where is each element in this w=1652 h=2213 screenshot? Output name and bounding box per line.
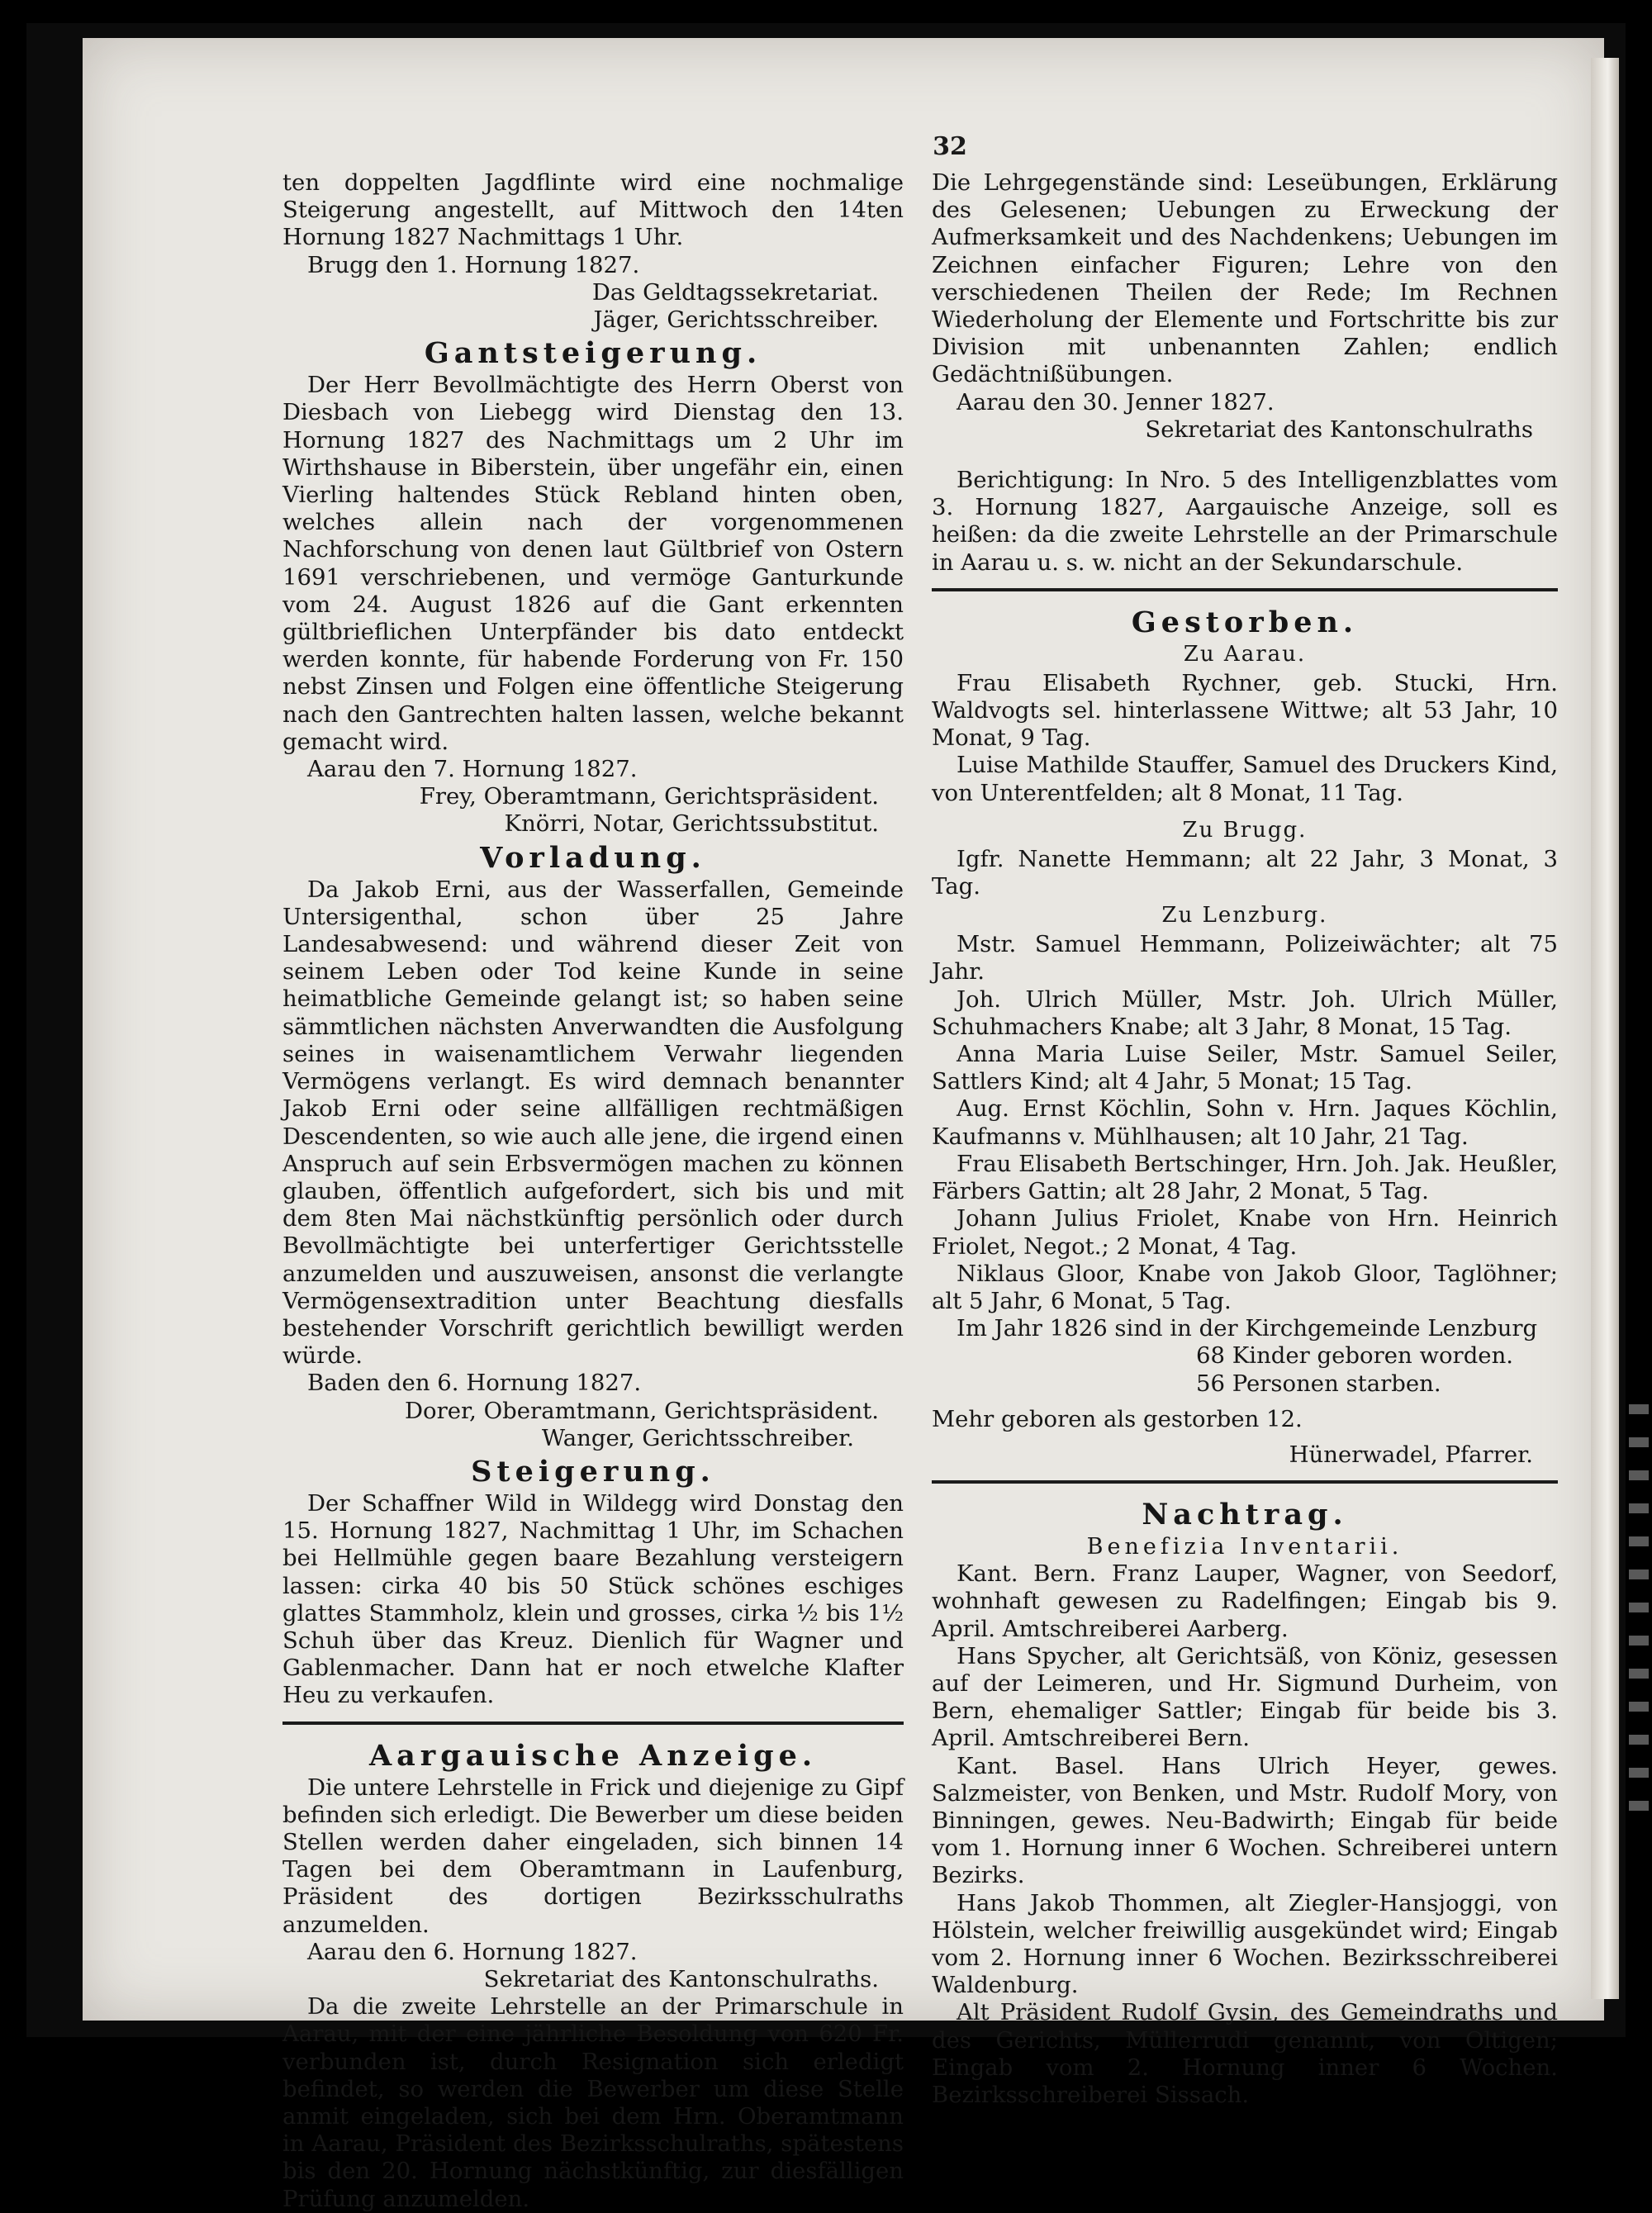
section-divider bbox=[282, 1721, 904, 1725]
signature: Sekretariat des Kantonschulraths. bbox=[483, 1965, 879, 1992]
inventory-entry: Kant. Bern. Franz Lauper, Wagner, von Seedorf, wohnhaft gewesen zu Radelfingen; Eingab bis 9. April. Amtschreiberei Aarberg. bbox=[932, 1560, 1558, 1642]
signature: Frey, Oberamtmann, Gerichtspräsident. bbox=[419, 783, 879, 810]
statistics-births: 68 Kinder geboren worden. bbox=[1196, 1342, 1514, 1370]
death-entry: Aug. Ernst Köchlin, Sohn v. Hrn. Jaques Köchlin, Kaufmanns v. Mühlhausen; alt 10 Jahr, 21 Tag. bbox=[932, 1095, 1558, 1150]
dateline: Baden den 6. Hornung 1827. bbox=[307, 1370, 642, 1397]
section-heading-nachtrag: Nachtrag. bbox=[1142, 1498, 1348, 1532]
section-heading-aargauische-anzeige: Aargauische Anzeige. bbox=[368, 1738, 818, 1773]
primarschule-body: Da die zweite Lehrstelle an der Primarschule in Aarau, mit der eine jährliche Besoldung von 620 Fr. verbunden ist, durch Resignation sich erledigt befindet, so werden die Bewerber um diese Stelle anmit eingeladen, sich bei dem Hrn. Oberamtmann in Aarau, Präsident des Bezirksschulraths, spätestens bis den 20. Hornung nächstkünftig, zur diesfälligen Prüfung anzumelden. bbox=[282, 1993, 904, 2212]
next-page-edge bbox=[1629, 1404, 1649, 1817]
death-entry: Niklaus Gloor, Knabe von Jakob Gloor, Taglöhner; alt 5 Jahr, 6 Monat, 5 Tag. bbox=[932, 1260, 1558, 1314]
section-heading-steigerung: Steigerung. bbox=[471, 1454, 715, 1489]
signature: Das Geldtagssekretariat. bbox=[591, 278, 879, 306]
statistics-deaths: 56 Personen starben. bbox=[1196, 1370, 1441, 1397]
page-fold-edge bbox=[1591, 58, 1619, 1999]
signature: Hünerwadel, Pfarrer. bbox=[1289, 1441, 1533, 1468]
death-entry: Mstr. Samuel Hemmann, Polizeiwächter; alt 75 Jahr. bbox=[932, 931, 1558, 985]
lehrgegenstaende-body: Die Lehrgegenstände sind: Leseübungen, Erklärung des Gelesenen; Uebungen zu Erweckung der Aufmerksamkeit und des Nachdenkens; Uebungen im Zeichnen einfacher Figuren; Lehre von den verschiedenen Theilen der Rede; Im Rechnen Wiederholung der Elemente und Fortschritte bis zur Division mit unbenannten Zahlen; endlich Gedächtnißübungen. bbox=[932, 169, 1558, 388]
page-number: 32 bbox=[933, 132, 967, 161]
dateline: Aarau den 6. Hornung 1827. bbox=[307, 1938, 638, 1965]
signature: Knörri, Notar, Gerichtssubstitut. bbox=[504, 810, 879, 838]
signature: Jäger, Gerichtsschreiber. bbox=[593, 306, 879, 334]
dateline: Brugg den 1. Hornung 1827. bbox=[307, 251, 640, 278]
place-heading: Zu Aarau. bbox=[1183, 641, 1307, 667]
death-entry: Igfr. Nanette Hemmann; alt 22 Jahr, 3 Monat, 3 Tag. bbox=[932, 845, 1558, 900]
death-entry: Johann Julius Friolet, Knabe von Hrn. Heinrich Friolet, Negot.; 2 Monat, 4 Tag. bbox=[932, 1205, 1558, 1260]
inventory-entry: Hans Spycher, alt Gerichtsäß, von Köniz, gesessen auf der Leimeren, und Hr. Sigmund Durheim, von Bern, ehemaliger Sattler; Eingab für beide bis 3. April. Amtschreiberei Bern. bbox=[932, 1642, 1558, 1752]
jagdflinte-notice: ten doppelten Jagdflinte wird eine nochmalige Steigerung angestellt, auf Mittwoch den 14ten Hornung 1827 Nachmittags 1 Uhr. bbox=[282, 169, 904, 251]
place-heading: Zu Brugg. bbox=[1182, 817, 1308, 843]
berichtigung-body: Berichtigung: In Nro. 5 des Intelligenzblattes vom 3. Hornung 1827, Aargauische Anzeige, soll es heißen: da die zweite Lehrstelle an der Primarschule in Aarau u. s. w. nicht an der Sekundarschule. bbox=[932, 467, 1558, 576]
death-entry: Anna Maria Luise Seiler, Mstr. Samuel Seiler, Sattlers Kind; alt 4 Jahr, 5 Monat; 15 Tag. bbox=[932, 1041, 1558, 1095]
signature: Dorer, Oberamtmann, Gerichtspräsident. bbox=[405, 1397, 879, 1424]
section-heading-gestorben: Gestorben. bbox=[1131, 605, 1359, 639]
section-heading-gantsteigerung: Gantsteigerung. bbox=[424, 336, 762, 371]
steigerung-body: Der Schaffner Wild in Wildegg wird Donstag den 15. Hornung 1827, Nachmittag 1 Uhr, im Schachen bei Hellmühle gegen baare Bezahlung versteigern lassen: cirka 40 bis 50 Stück schönes eschiges glattes Stammholz, klein und grosses, cirka ½ bis 1½ Schuh über das Kreuz. Dienlich für Wagner und Gablenmacher. Dann hat er noch etwelche Klafter Heu zu verkaufen. bbox=[282, 1489, 904, 1709]
death-entry: Joh. Ulrich Müller, Mstr. Joh. Ulrich Müller, Schuhmachers Knabe; alt 3 Jahr, 8 Monat, 15 Tag. bbox=[932, 985, 1558, 1040]
left-column bbox=[282, 169, 904, 2213]
inventory-entry: Alt Präsident Rudolf Gysin, des Gemeindraths und des Gerichts, Müllerrudi genannt, von Oltigen; Eingab vom 2. Hornung inner 6 Wochen. Bezirksschreiberei Sissach. bbox=[932, 1999, 1558, 2108]
inventory-entry: Hans Jakob Thommen, alt Ziegler-Hansjoggi, von Hölstein, welcher freiwillig ausgekündet wird; Eingab vom 2. Hornung inner 6 Wochen. Bezirksschreiberei Waldenburg. bbox=[932, 1889, 1558, 1999]
section-divider bbox=[932, 1480, 1558, 1484]
death-entry: Frau Elisabeth Rychner, geb. Stucki, Hrn. Waldvogts sel. hinterlassene Wittwe; alt 53 Jahr, 10 Monat, 9 Tag. bbox=[932, 669, 1558, 752]
place-heading: Zu Lenzburg. bbox=[1161, 903, 1328, 928]
statistics-line: Im Jahr 1826 sind in der Kirchgemeinde Lenzburg bbox=[957, 1315, 1538, 1342]
vorladung-body: Da Jakob Erni, aus der Wasserfallen, Gemeinde Untersigenthal, schon über 25 Jahre Landesabwesend: und während dieser Zeit von seinem Leben oder Tod keine Kunde in seine heimatbliche Gemeinde gelangt ist; so haben seine sämmtlichen nächsten Anverwandten die Ausfolgung seines in waisenamtlichem Verwahr liegenden Vermögens verlangt. Es wird demnach benannter Jakob Erni oder seine allfälligen rechtmäßigen Descendenten, so wie auch alle jene, die irgend einen Anspruch auf sein Erbsvermögen machen zu können glauben, öffentlich aufgefordert, sich bis und mit dem 8ten Mai nächstkünftig persönlich oder durch Bevollmächtigte bei unterfertiger Gerichtsstelle anzumelden und auszuweisen, ansonst die verlangte Vermögensextradition unter Beachtung diesfalls bestehender Vorschrift gerichtlich bewilligt werden würde. bbox=[282, 876, 904, 1370]
section-heading-vorladung: Vorladung. bbox=[480, 840, 706, 875]
dateline: Aarau den 30. Jenner 1827. bbox=[957, 388, 1275, 416]
inventory-entry: Kant. Basel. Hans Ulrich Heyer, gewes. Salzmeister, von Benken, und Mstr. Rudolf Mory, von Binningen, gewes. Neu-Badwirth; Eingab für beide vom 1. Hornung inner 6 Wochen. Schreiberei untern Bezirks. bbox=[932, 1752, 1558, 1889]
subheading-benefizia: Benefizia Inventarii. bbox=[1086, 1534, 1403, 1560]
right-column bbox=[932, 169, 1558, 2109]
death-entry: Luise Mathilde Stauffer, Samuel des Druckers Kind, von Unterentfelden; alt 8 Monat, 11 Tag. bbox=[932, 752, 1558, 806]
signature: Sekretariat des Kantonschulraths bbox=[1145, 416, 1533, 443]
signature: Wanger, Gerichtsschreiber. bbox=[541, 1424, 854, 1451]
anzeige-body: Die untere Lehrstelle in Frick und diejenige zu Gipf befinden sich erledigt. Die Bewerber um diese beiden Stellen werden daher eingeladen, sich binnen 14 Tagen bei dem Oberamtmann in Laufenburg, Präsident des dortigen Bezirksschulraths anzumelden. bbox=[282, 1774, 904, 1938]
section-divider bbox=[932, 588, 1558, 591]
statistics-surplus: Mehr geboren als gestorben 12. bbox=[932, 1405, 1303, 1432]
death-entry: Frau Elisabeth Bertschinger, Hrn. Joh. Jak. Heußler, Färbers Gattin; alt 28 Jahr, 2 Monat, 5 Tag. bbox=[932, 1150, 1558, 1205]
dateline: Aarau den 7. Hornung 1827. bbox=[307, 756, 638, 783]
gantsteigerung-body: Der Herr Bevollmächtigte des Herrn Oberst von Diesbach von Liebegg wird Dienstag den 13. Hornung 1827 des Nachmittags um 2 Uhr im Wirthshause in Biberstein, über ungefähr ein, einen Vierling haltendes Stück Rebland hinten oben, welches allein nach der vorgenommenen Nachforschung von denen laut Gültbrief von Ostern 1691 verschriebenen, und vermöge Ganturkunde vom 24. August 1826 auf die Gant erkennten gültbrieflichen Unterpfänder bis dato entdeckt werden konnte, für habende Forderung von Fr. 150 nebst Zinsen und Folgen eine öffentliche Steigerung nach den Gantrechten halten lassen, welche bekannt gemacht wird. bbox=[282, 372, 904, 755]
